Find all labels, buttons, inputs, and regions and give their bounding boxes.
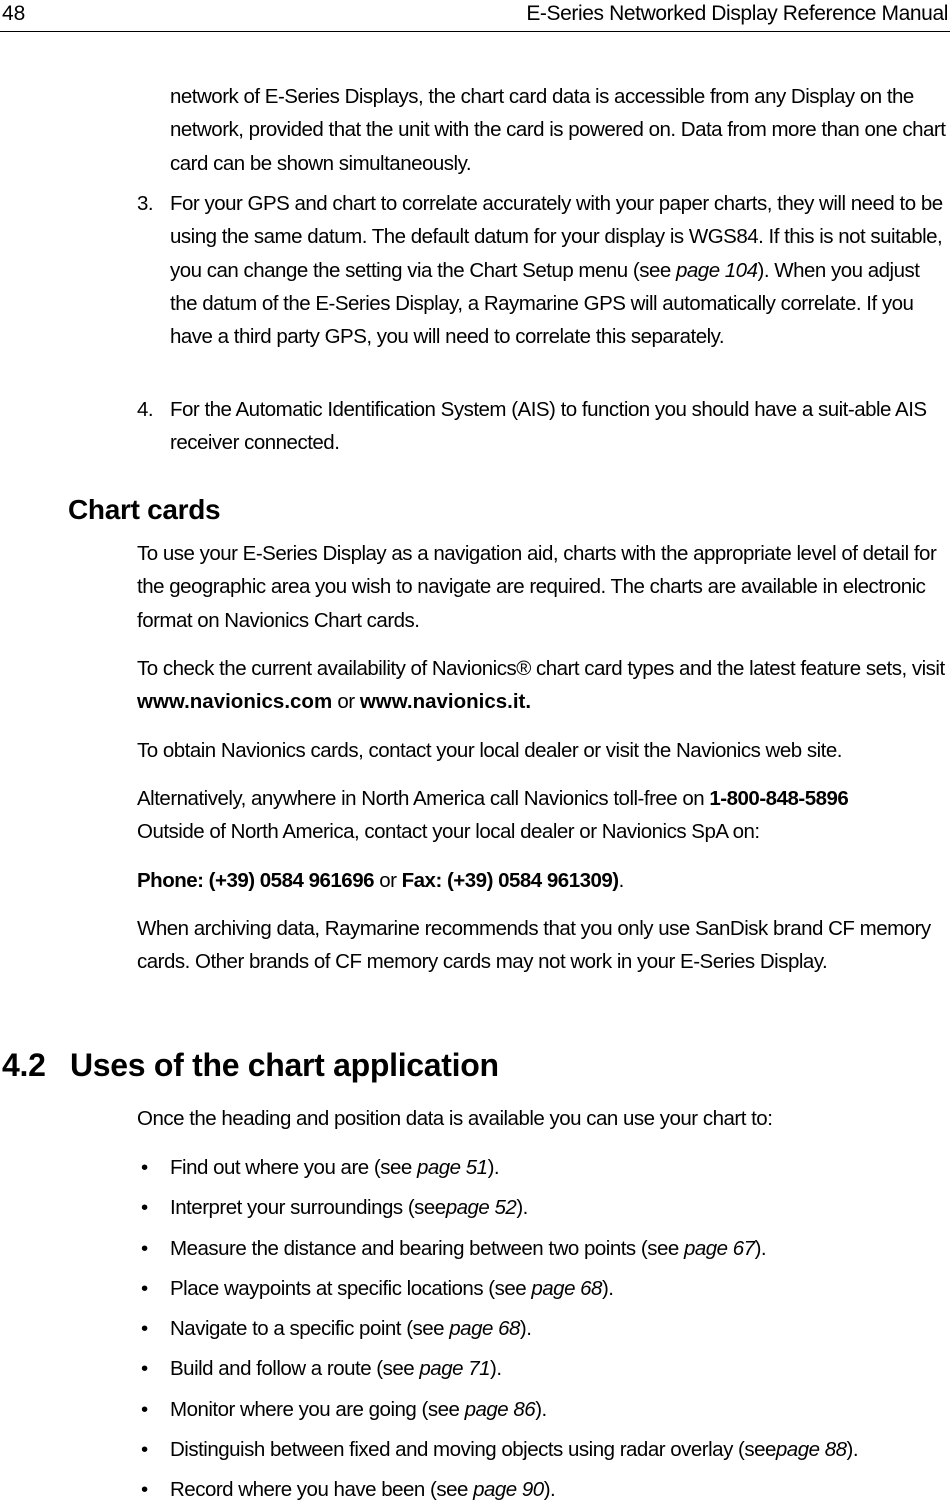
chart-cards-paragraph-1: To use your E-Series Display as a navigation aid, charts with the appropriate level of detail for the geographic area you wish to navigate are required. The charts are available in electronic format on Navionics Chart cards.: [137, 542, 937, 632]
list-item-end: ).: [601, 1276, 614, 1300]
intro-continuation: network of E-Series Displays, the chart card data is accessible from any Display on the network, provided that the unit with the card is powered on. Data from more than one chart card can be shown simultaneously.: [170, 85, 946, 175]
fax-number: Fax: (+39) 0584 961309): [401, 869, 619, 892]
page-ref-link[interactable]: page 68: [449, 1317, 520, 1340]
bullet-icon: •: [141, 1317, 148, 1340]
chart-cards-paragraph-3: To obtain Navionics cards, contact your local dealer or visit the Navionics web site.: [137, 739, 842, 762]
list-item-end: ).: [490, 1357, 502, 1381]
list-item-end: ).: [754, 1236, 767, 1260]
page-header: [0, 0, 950, 32]
page-ref-link[interactable]: page 51: [416, 1156, 488, 1179]
list-item-label: Interpret your surroundings (see: [170, 1196, 446, 1220]
page-ref-link[interactable]: page 86: [464, 1397, 536, 1421]
list-item-end: ).: [846, 1437, 859, 1461]
section-number: 4.2: [2, 1047, 46, 1083]
list-item-label: Distinguish between fixed and moving objects using radar overlay (see: [170, 1437, 776, 1461]
bullet-icon: •: [141, 1156, 148, 1179]
list-item-text: [170, 1156, 499, 1179]
item-number: 4.: [137, 398, 154, 421]
list-item-text: [170, 1237, 766, 1260]
page-ref-link[interactable]: page 88: [775, 1437, 847, 1461]
page-ref-link[interactable]: page 104: [675, 258, 758, 282]
list-item-label: Find out where you are (see: [170, 1156, 417, 1179]
list-item: [137, 1314, 948, 1344]
list-item: [137, 1435, 948, 1465]
section-intro: Once the heading and position data is available you can use your chart to:: [137, 1107, 773, 1130]
chart-cards-heading: Chart cards: [68, 494, 221, 525]
navionics-com-link[interactable]: www.navionics.com: [137, 690, 333, 714]
list-item-end: ).: [516, 1196, 528, 1220]
list-item-text: [170, 1357, 502, 1380]
toll-free-number: 1-800-848-5896: [709, 787, 849, 810]
list-item-label: Monitor where you are going (see: [170, 1397, 465, 1421]
page-ref-link[interactable]: page 52: [445, 1196, 517, 1220]
list-item-label: Measure the distance and bearing between two points (see: [170, 1236, 684, 1260]
manual-title: E-Series Networked Display Reference Manual: [526, 2, 948, 25]
item-text: For your GPS and chart to correlate accurately with your paper charts, they will need to be using the same datum. The default datum for your display is WGS84. If this is not suitable, you can change the setting via the Chart Setup menu (see page 104). When you adjust the datum of the E-Series Display, a Raymarine GPS will automatically correlate. If you have a third party GPS, you will need to correlate this separately.: [170, 192, 943, 349]
bullet-icon: •: [141, 1276, 148, 1300]
list-item: [137, 1354, 948, 1384]
numbered-item-3: [137, 187, 948, 353]
page-ref-link[interactable]: page 67: [683, 1236, 755, 1260]
list-item: [137, 1234, 948, 1264]
list-item-end: ).: [543, 1478, 556, 1501]
page-ref-link[interactable]: page 68: [531, 1276, 602, 1300]
bullet-icon: •: [141, 1196, 148, 1220]
bullet-icon: •: [141, 1397, 148, 1421]
list-item: [137, 1153, 948, 1183]
list-item-label: Record where you have been (see: [170, 1478, 474, 1501]
list-item-label: Place waypoints at specific locations (see: [170, 1276, 532, 1300]
navionics-it-link[interactable]: www.navionics.it.: [359, 690, 532, 714]
list-item-label: Build and follow a route (see: [170, 1357, 420, 1381]
list-item-text: [170, 1398, 547, 1421]
item-number: 3.: [137, 192, 154, 215]
bullet-icon: •: [141, 1357, 148, 1381]
list-item-end: ).: [519, 1317, 532, 1340]
list-item-text: [170, 1478, 555, 1501]
contact-line: Phone: (+39) 0584 961696 or Fax: (+39) 0584 961309).: [137, 869, 624, 892]
page-ref-link[interactable]: page 90: [473, 1478, 544, 1501]
page-number: 48: [2, 2, 26, 25]
list-item-end: ).: [487, 1156, 500, 1179]
chart-cards-paragraph-6: When archiving data, Raymarine recommends that you only use SanDisk brand CF memory cards. Other brands of CF memory cards may not work in your E-Series Display.: [137, 917, 931, 974]
list-item: [137, 1193, 948, 1223]
list-item-text: [170, 1438, 858, 1461]
phone-number: Phone: (+39) 0584 961696: [137, 869, 374, 892]
item-text: For the Automatic Identification System (AIS) to function you should have a suit-able AIS receiver connected.: [170, 398, 927, 455]
bullet-icon: •: [141, 1236, 148, 1260]
numbered-item-4: [137, 393, 948, 460]
bullet-icon: •: [141, 1478, 148, 1501]
list-item: [137, 1395, 948, 1425]
bullet-icon: •: [141, 1437, 148, 1461]
list-item-end: ).: [535, 1397, 547, 1421]
list-item-text: [170, 1317, 531, 1340]
page-ref-link[interactable]: page 71: [419, 1357, 490, 1381]
chart-cards-paragraph-2: To check the current availability of Navionics® chart card types and the latest feature sets, visit www.navionics.com or www.navionics.it.: [137, 657, 945, 714]
list-item-label: Navigate to a specific point (see: [170, 1317, 450, 1340]
list-item-text: [170, 1277, 614, 1300]
list-item: [137, 1274, 948, 1304]
list-item: [137, 1475, 948, 1505]
section-title: Uses of the chart application: [70, 1047, 499, 1083]
list-item-text: [170, 1196, 528, 1219]
chart-cards-paragraph-4: Alternatively, anywhere in North America call Navionics toll-free on 1-800-848-5896 Outside of North America, contact your local dealer or Navionics SpA on:: [137, 787, 849, 844]
